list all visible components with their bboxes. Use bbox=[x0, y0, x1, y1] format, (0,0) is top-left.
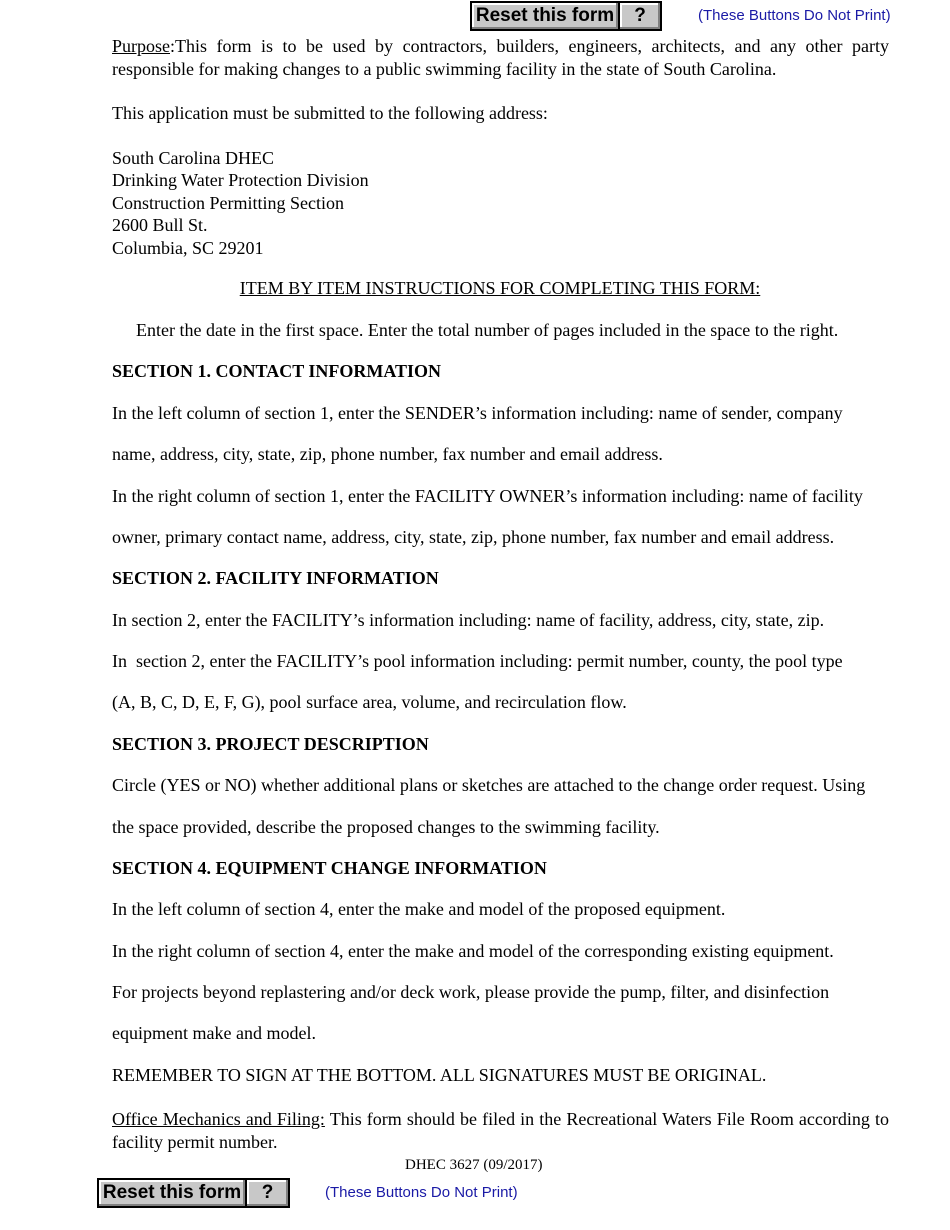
office-label: Office Mechanics and Filing: bbox=[112, 1109, 325, 1129]
date-instruction: Enter the date in the first space. Enter the total number of pages included in the space to the right. bbox=[136, 320, 839, 340]
section-4-heading: SECTION 4. EQUIPMENT CHANGE INFORMATION bbox=[112, 858, 547, 878]
office-paragraph bbox=[112, 1108, 889, 1153]
reset-form-button-bottom[interactable]: Reset this form bbox=[97, 1178, 247, 1208]
section-1-line: In the right column of section 1, enter the FACILITY OWNER’s information including: name of facility bbox=[112, 486, 863, 506]
purpose-paragraph bbox=[112, 35, 889, 80]
section-3-line: Circle (YES or NO) whether additional plans or sketches are attached to the change order request. Using bbox=[112, 775, 866, 795]
purpose-text: :This form is to be used by contractors, builders, engineers, architects, and any other party responsible for making changes to a public swimming facility in the state of South Carolina. bbox=[112, 36, 889, 79]
no-print-note-bottom: (These Buttons Do Not Print) bbox=[325, 1184, 518, 1201]
help-button-bottom[interactable]: ? bbox=[245, 1178, 290, 1208]
section-3-line: the space provided, describe the proposed changes to the swimming facility. bbox=[112, 817, 660, 837]
reset-form-button-top[interactable]: Reset this form bbox=[470, 1, 620, 31]
signature-reminder: REMEMBER TO SIGN AT THE BOTTOM. ALL SIGNATURES MUST BE ORIGINAL. bbox=[112, 1065, 767, 1085]
section-2-line: (A, B, C, D, E, F, G), pool surface area, volume, and recirculation flow. bbox=[112, 692, 627, 712]
address-line: 2600 Bull St. bbox=[112, 215, 208, 236]
address-line: Columbia, SC 29201 bbox=[112, 237, 264, 258]
section-1-line: owner, primary contact name, address, city, state, zip, phone number, fax number and email address. bbox=[112, 527, 835, 547]
section-1-line: In the left column of section 1, enter the SENDER’s information including: name of sender, company bbox=[112, 403, 843, 423]
instructions-title: ITEM BY ITEM INSTRUCTIONS FOR COMPLETING THIS FORM: bbox=[239, 278, 761, 298]
office-text: This form should be filed in the Recreational Waters File Room according to facility permit number. bbox=[112, 1109, 889, 1152]
mailing-address bbox=[112, 147, 889, 259]
section-4-line: equipment make and model. bbox=[112, 1023, 316, 1043]
no-print-note-top: (These Buttons Do Not Print) bbox=[698, 7, 891, 24]
section-1-line: name, address, city, state, zip, phone number, fax number and email address. bbox=[112, 444, 663, 464]
section-1-heading: SECTION 1. CONTACT INFORMATION bbox=[112, 361, 442, 381]
help-button-top[interactable]: ? bbox=[618, 1, 662, 31]
section-2-line: In section 2, enter the FACILITY’s information including: name of facility, address, city, state, zip. bbox=[112, 610, 825, 630]
form-number: DHEC 3627 (09/2017) bbox=[405, 1157, 543, 1173]
address-line: Drinking Water Protection Division bbox=[112, 170, 369, 191]
section-2-heading: SECTION 2. FACILITY INFORMATION bbox=[112, 568, 439, 588]
section-2-line: In section 2, enter the FACILITY’s pool information including: permit number, county, the pool type bbox=[112, 651, 843, 671]
section-4-line: In the left column of section 4, enter the make and model of the proposed equipment. bbox=[112, 899, 726, 919]
section-4-line: In the right column of section 4, enter the make and model of the corresponding existing equipment. bbox=[112, 941, 834, 961]
section-3-heading: SECTION 3. PROJECT DESCRIPTION bbox=[112, 734, 429, 754]
submit-intro: This application must be submitted to the following address: bbox=[112, 103, 548, 123]
purpose-label: Purpose bbox=[112, 36, 170, 56]
address-line: South Carolina DHEC bbox=[112, 148, 274, 168]
section-4-line: For projects beyond replastering and/or deck work, please provide the pump, filter, and disinfection bbox=[112, 982, 830, 1002]
address-line: Construction Permitting Section bbox=[112, 192, 344, 213]
